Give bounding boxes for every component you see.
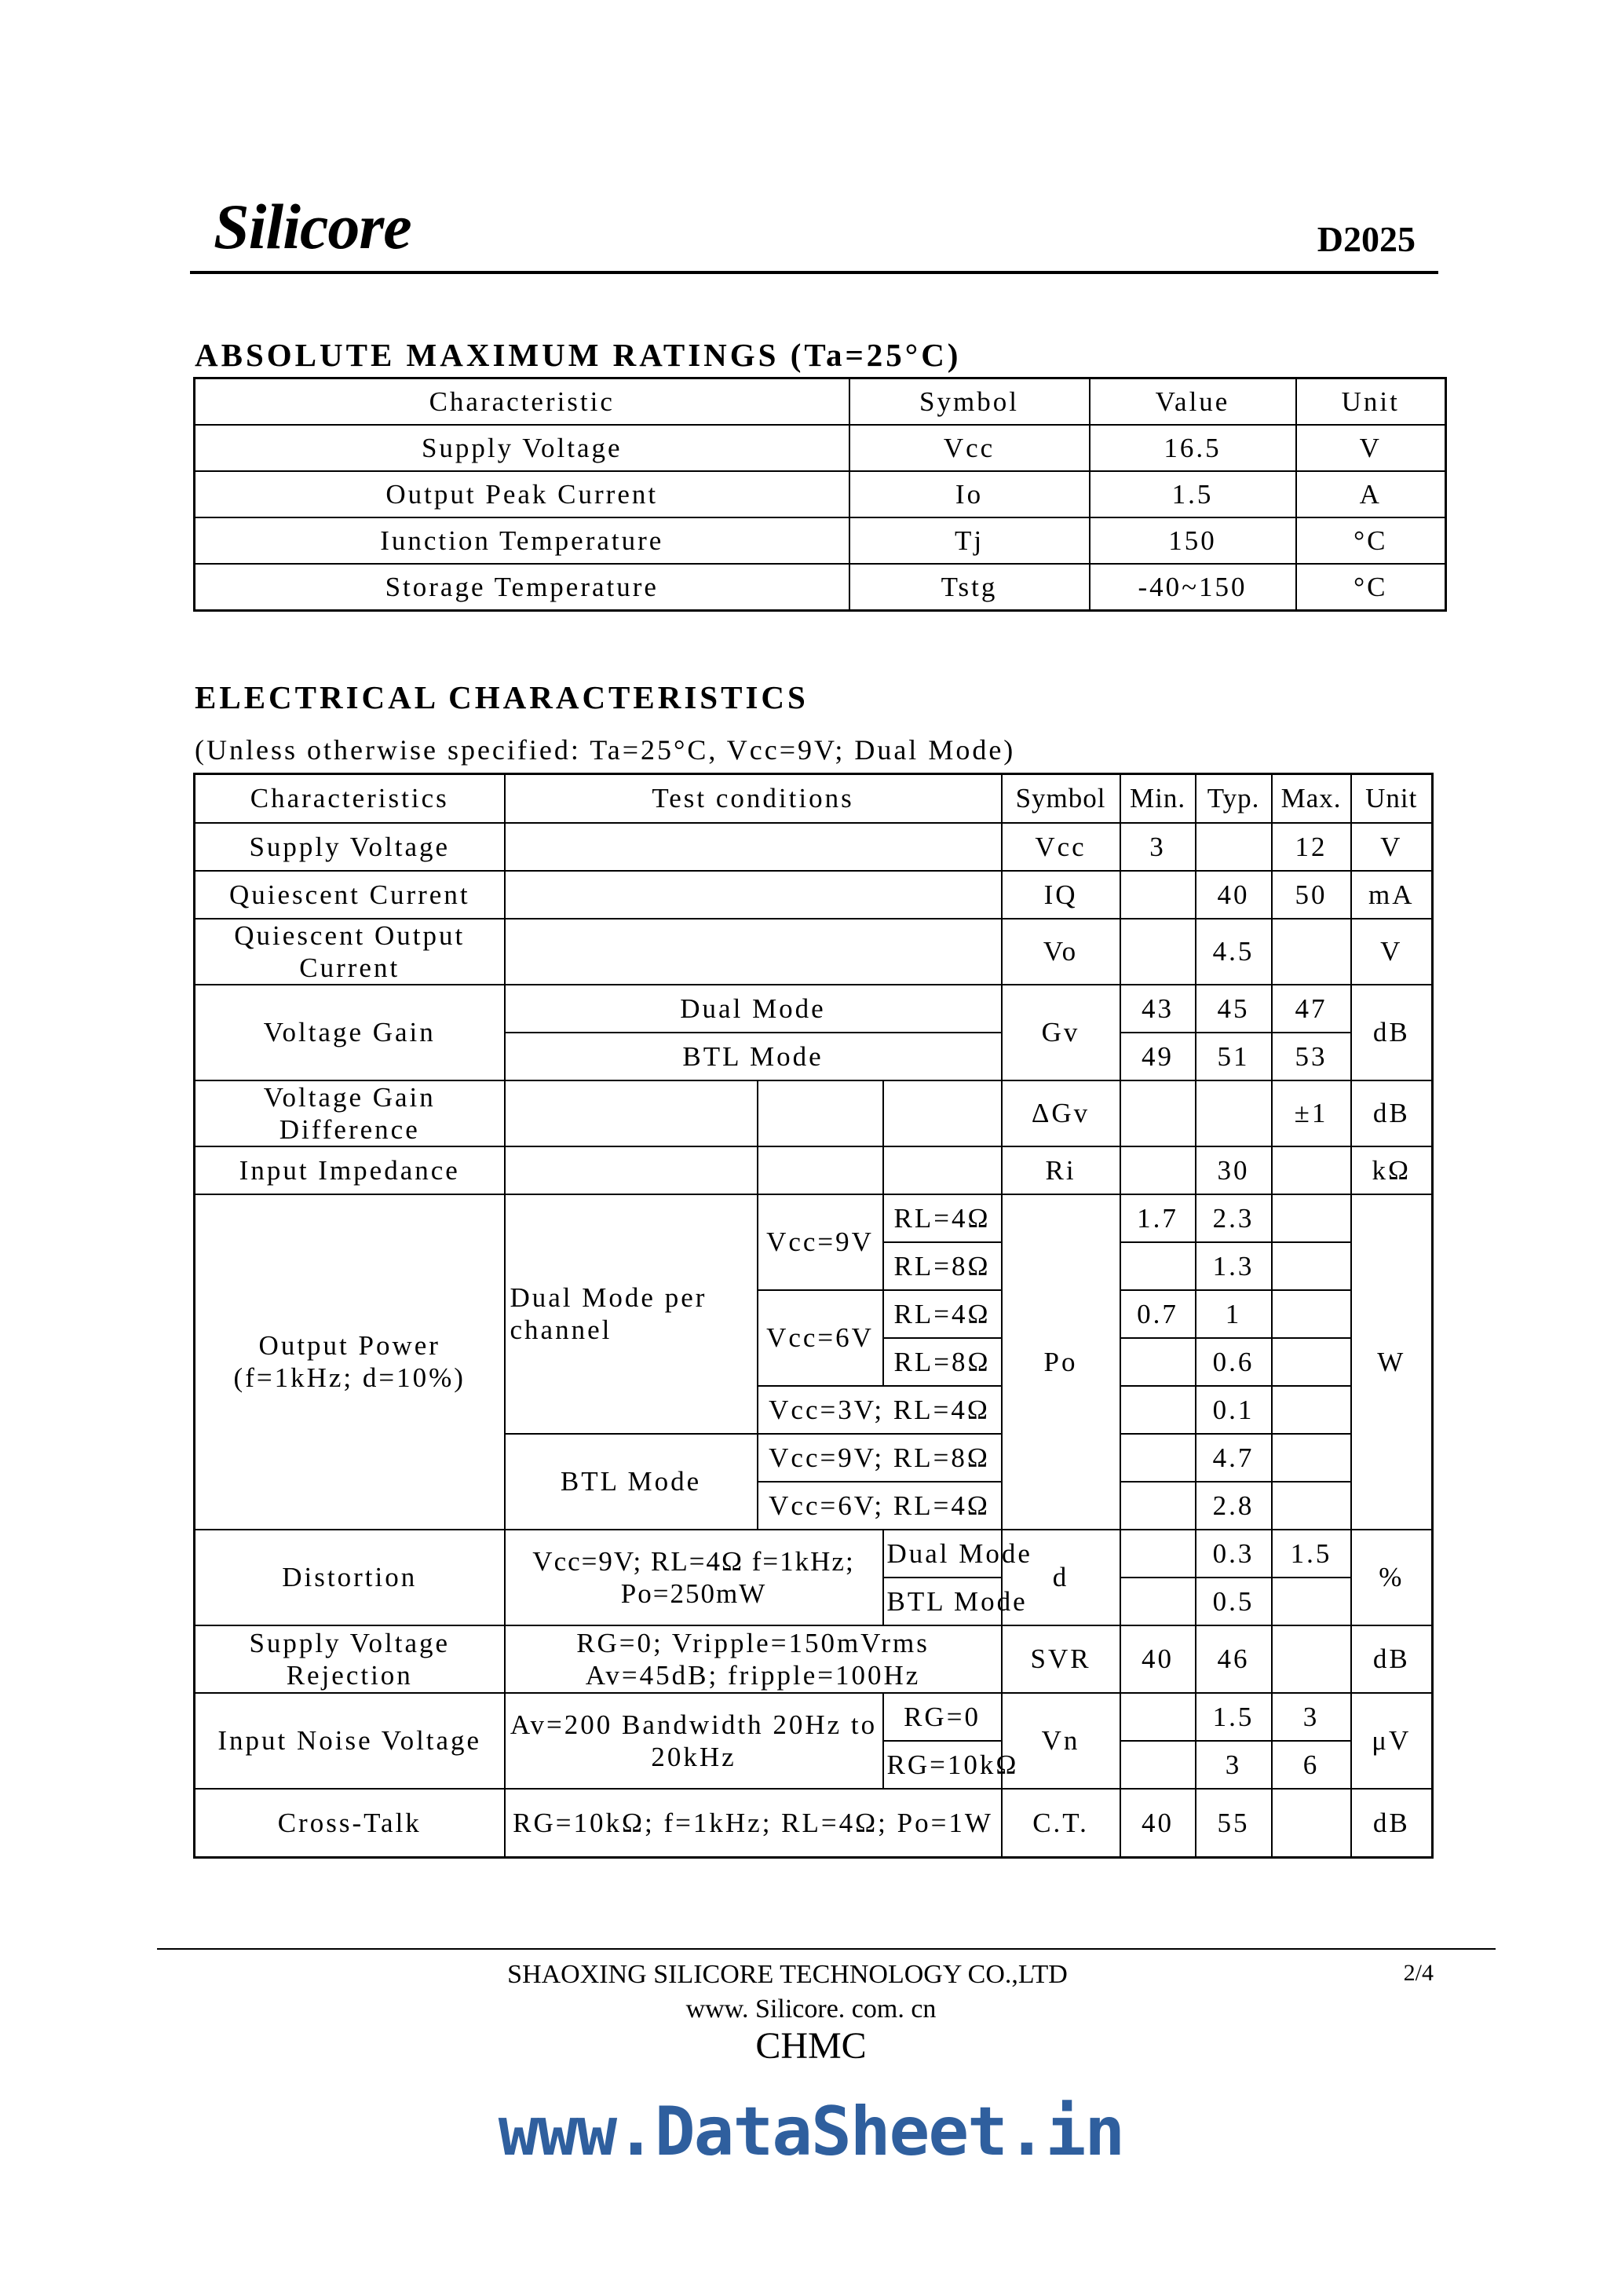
cell: 3	[1120, 823, 1196, 871]
cell	[1196, 823, 1272, 871]
abs-max-title: ABSOLUTE MAXIMUM RATINGS (Ta=25°C)	[195, 337, 962, 373]
cell: Quiescent Output Current	[195, 919, 505, 985]
cell: RG=10kΩ	[883, 1741, 1002, 1789]
cell	[1120, 1242, 1196, 1290]
cell: 16.5	[1090, 425, 1296, 471]
cell: Io	[849, 471, 1090, 517]
cell: ΔGv	[1002, 1080, 1120, 1146]
cell: 46	[1196, 1625, 1272, 1693]
cell	[1120, 1080, 1196, 1146]
header-cell: Symbol	[849, 378, 1090, 426]
cell: RL=4Ω	[883, 1290, 1002, 1338]
cell: 55	[1196, 1789, 1272, 1858]
cell: Output Power (f=1kHz; d=10%)	[195, 1194, 505, 1530]
part-number: D2025	[1317, 219, 1416, 259]
header-rule	[190, 271, 1438, 274]
cell: mA	[1351, 871, 1433, 919]
cell: Cross-Talk	[195, 1789, 505, 1858]
cell: SVR	[1002, 1625, 1120, 1693]
cell	[883, 1080, 1002, 1146]
table-row	[195, 1789, 1433, 1858]
cell	[758, 1080, 883, 1146]
cell: 4.5	[1196, 919, 1272, 985]
cell: 1.3	[1196, 1242, 1272, 1290]
cell: 50	[1272, 871, 1351, 919]
cell: 30	[1196, 1146, 1272, 1194]
cell	[1272, 1194, 1351, 1242]
cell: BTL Mode	[505, 1434, 758, 1530]
cell: Vcc=6V	[758, 1290, 883, 1386]
cell	[1272, 1789, 1351, 1858]
cell	[1272, 1482, 1351, 1530]
cell: 0.1	[1196, 1386, 1272, 1434]
cell: kΩ	[1351, 1146, 1433, 1194]
cell: 40	[1196, 871, 1272, 919]
cell: Gv	[1002, 985, 1120, 1080]
cell	[1120, 871, 1196, 919]
cell: 43	[1120, 985, 1196, 1033]
cell: Av=200 Bandwidth 20Hz to 20kHz	[505, 1693, 883, 1789]
cell: Input Noise Voltage	[195, 1693, 505, 1789]
cell: Vcc=9V; RL=8Ω	[758, 1434, 1002, 1482]
cell: Vcc=6V; RL=4Ω	[758, 1482, 1002, 1530]
cell: Vcc=3V; RL=4Ω	[758, 1386, 1002, 1434]
cell: Vo	[1002, 919, 1120, 985]
cell: Vcc=9V	[758, 1194, 883, 1290]
header-cell: Unit	[1296, 378, 1446, 426]
cell: 40	[1120, 1625, 1196, 1693]
cell	[1272, 1578, 1351, 1625]
cell: 1	[1196, 1290, 1272, 1338]
cell: A	[1296, 471, 1446, 517]
page-number: 2/4	[1403, 1960, 1434, 1986]
cell: V	[1351, 919, 1433, 985]
cell: -40~150	[1090, 564, 1296, 611]
cell: Voltage Gain Difference	[195, 1080, 505, 1146]
table-row	[195, 823, 1433, 871]
cell: 2.8	[1196, 1482, 1272, 1530]
cell	[1120, 1693, 1196, 1741]
cell: RL=4Ω	[883, 1194, 1002, 1242]
table-row	[195, 425, 1446, 471]
cell: Tstg	[849, 564, 1090, 611]
cell: RL=8Ω	[883, 1338, 1002, 1386]
cell: 1.7	[1120, 1194, 1196, 1242]
cell: Storage Temperature	[195, 564, 849, 611]
table-row	[195, 1080, 1433, 1146]
cell	[1272, 1242, 1351, 1290]
cell: RG=0	[883, 1693, 1002, 1741]
cell: 3	[1272, 1693, 1351, 1741]
cell: 1.5	[1090, 471, 1296, 517]
cell	[1272, 1625, 1351, 1693]
cell: BTL Mode	[505, 1033, 1002, 1080]
header-symbol: Symbol	[1002, 774, 1120, 823]
cell: Quiescent Current	[195, 871, 505, 919]
cell: dB	[1351, 1625, 1433, 1693]
cell	[1272, 1146, 1351, 1194]
cell: 40	[1120, 1789, 1196, 1858]
header-typ: Typ.	[1196, 774, 1272, 823]
cell	[1272, 1386, 1351, 1434]
cell: Supply Voltage	[195, 823, 505, 871]
cell	[758, 1146, 883, 1194]
table-row	[195, 1530, 1433, 1578]
cell: 51	[1196, 1033, 1272, 1080]
cell: 4.7	[1196, 1434, 1272, 1482]
table-row	[195, 517, 1446, 564]
cell: 3	[1196, 1741, 1272, 1789]
table-row	[195, 1625, 1433, 1693]
cell: Tj	[849, 517, 1090, 564]
cell: ±1	[1272, 1080, 1351, 1146]
cell	[1120, 1386, 1196, 1434]
elec-title: ELECTRICAL CHARACTERISTICS	[195, 679, 809, 715]
cell: RG=10kΩ; f=1kHz; RL=4Ω; Po=1W	[505, 1789, 1002, 1858]
header-characteristics: Characteristics	[195, 774, 505, 823]
cell: 47	[1272, 985, 1351, 1033]
cell	[505, 1080, 758, 1146]
cell: 49	[1120, 1033, 1196, 1080]
cell: 1.5	[1272, 1530, 1351, 1578]
header-max: Max.	[1272, 774, 1351, 823]
cell: Vcc	[849, 425, 1090, 471]
footer-website: www. Silicore. com. cn	[685, 1994, 937, 2024]
cell	[505, 919, 1002, 985]
cell: 0.7	[1120, 1290, 1196, 1338]
cell	[883, 1146, 1002, 1194]
cell	[1120, 1741, 1196, 1789]
brand-logo: Silicore	[214, 191, 411, 262]
cell: Output Peak Current	[195, 471, 849, 517]
cell: dB	[1351, 1789, 1433, 1858]
cell: °C	[1296, 564, 1446, 611]
cell: %	[1351, 1530, 1433, 1625]
cell: 12	[1272, 823, 1351, 871]
abs-max-table	[193, 377, 1447, 612]
cell: μV	[1351, 1693, 1433, 1789]
table-row	[195, 871, 1433, 919]
table-row	[195, 471, 1446, 517]
table-header-row	[195, 378, 1446, 426]
header-min: Min.	[1120, 774, 1196, 823]
cell: 0.6	[1196, 1338, 1272, 1386]
cell	[1120, 1482, 1196, 1530]
cell: W	[1351, 1194, 1433, 1530]
table-row	[195, 1146, 1433, 1194]
cell	[1272, 919, 1351, 985]
cell: C.T.	[1002, 1789, 1120, 1858]
cell	[1120, 1338, 1196, 1386]
cell: IQ	[1002, 871, 1120, 919]
footer-tag: CHMC	[755, 2025, 867, 2067]
table-row	[195, 1194, 1433, 1242]
table-header-row	[195, 774, 1433, 823]
cell: BTL Mode	[883, 1578, 1002, 1625]
cell: Po	[1002, 1194, 1120, 1530]
cell: Distortion	[195, 1530, 505, 1625]
cell: Dual Mode	[505, 985, 1002, 1033]
elec-table	[193, 773, 1434, 1859]
cell	[1196, 1080, 1272, 1146]
cell: 0.5	[1196, 1578, 1272, 1625]
cell: d	[1002, 1530, 1120, 1625]
cell: 1.5	[1196, 1693, 1272, 1741]
cell	[1120, 1578, 1196, 1625]
elec-conditions: (Unless otherwise specified: Ta=25°C, Vcc=9V; Dual Mode)	[195, 734, 1016, 766]
header-cell: Characteristic	[195, 378, 849, 426]
cell	[1120, 919, 1196, 985]
cell	[1272, 1290, 1351, 1338]
cell	[505, 823, 1002, 871]
cell: V	[1296, 425, 1446, 471]
cell	[505, 1146, 758, 1194]
cell	[1120, 1434, 1196, 1482]
footer-rule	[157, 1948, 1496, 1950]
cell: Ri	[1002, 1146, 1120, 1194]
table-row	[195, 919, 1433, 985]
footer-company-text: SHAOXING SILICORE TECHNOLOGY CO.,LTD	[507, 1960, 1068, 1989]
cell: 53	[1272, 1033, 1351, 1080]
cell	[1120, 1146, 1196, 1194]
cell: 150	[1090, 517, 1296, 564]
header-unit: Unit	[1351, 774, 1433, 823]
cell	[1272, 1434, 1351, 1482]
table-row	[195, 1693, 1433, 1741]
cell: Vcc=9V; RL=4Ω f=1kHz; Po=250mW	[505, 1530, 883, 1625]
cell: Vn	[1002, 1693, 1120, 1789]
cell: Vcc	[1002, 823, 1120, 871]
header-test-conditions: Test conditions	[505, 774, 1002, 823]
cell	[1120, 1530, 1196, 1578]
cell: dB	[1351, 1080, 1433, 1146]
cell: 45	[1196, 985, 1272, 1033]
cell: Iunction Temperature	[195, 517, 849, 564]
header-cell: Value	[1090, 378, 1296, 426]
cell: 0.3	[1196, 1530, 1272, 1578]
cell	[1272, 1338, 1351, 1386]
table-row	[195, 985, 1433, 1033]
table-row	[195, 564, 1446, 611]
cell: Input Impedance	[195, 1146, 505, 1194]
cell	[505, 871, 1002, 919]
cell: 6	[1272, 1741, 1351, 1789]
cell: Voltage Gain	[195, 985, 505, 1080]
cell: °C	[1296, 517, 1446, 564]
cell: V	[1351, 823, 1433, 871]
cell: RL=8Ω	[883, 1242, 1002, 1290]
cell: RG=0; Vripple=150mVrms Av=45dB; fripple=100Hz	[505, 1625, 1002, 1693]
watermark: www.DataSheet.in	[498, 2093, 1124, 2171]
cell: Dual Mode per channel	[505, 1194, 758, 1434]
cell: 2.3	[1196, 1194, 1272, 1242]
cell: dB	[1351, 985, 1433, 1080]
footer-company	[0, 1960, 1622, 1990]
cell: Supply Voltage	[195, 425, 849, 471]
cell: Dual Mode	[883, 1530, 1002, 1578]
cell: Supply Voltage Rejection	[195, 1625, 505, 1693]
